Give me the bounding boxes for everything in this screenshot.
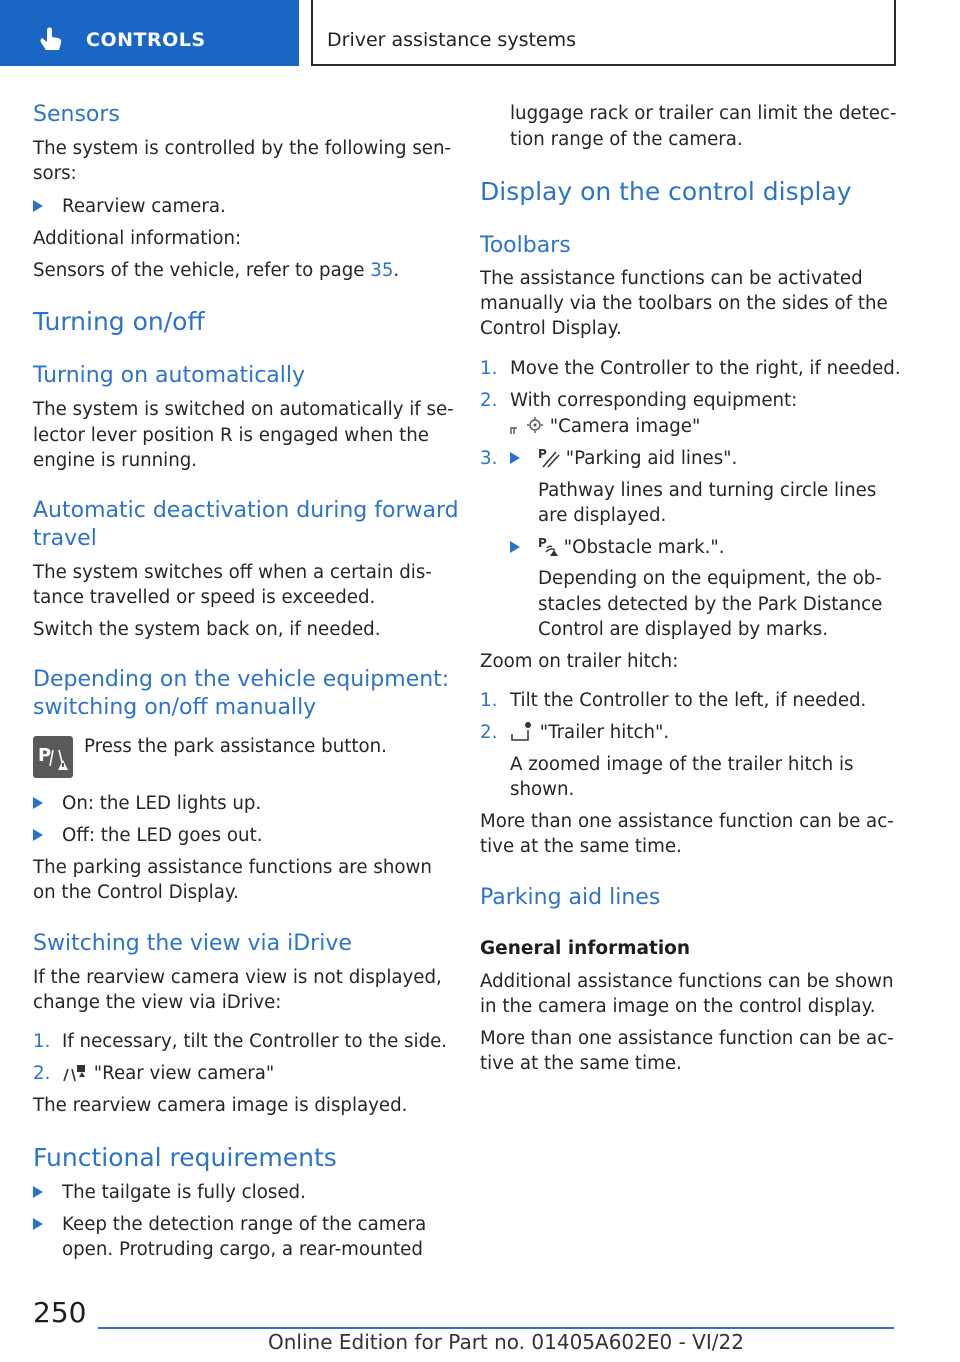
heading-toolbars: Toolbars <box>480 233 571 258</box>
bullet-text: Keep the detection range of the camera <box>62 1214 427 1235</box>
page-number: 250 <box>33 1296 87 1329</box>
paragraph-line: The system switches off when a certain dis‐ <box>33 562 432 583</box>
park-assist-button-icon <box>33 736 73 778</box>
obstacle-marking-icon <box>538 535 558 557</box>
section-title: CONTROLS <box>86 29 206 51</box>
heading-turning-on-off: Turning on/off <box>33 307 205 336</box>
step-number: 2. <box>33 1063 51 1084</box>
bullet-label: "Obstacle mark.". <box>558 537 725 558</box>
paragraph-line: If the rearview camera view is not displayed, <box>33 967 442 988</box>
paragraph-line: tive at the same time. <box>480 1053 682 1074</box>
step-number: 1. <box>480 690 498 711</box>
svg-text:P: P <box>538 536 547 550</box>
heading-general-information: General information <box>480 938 691 959</box>
bullet-text: On: the LED lights up. <box>62 793 262 814</box>
paragraph-line: lector lever position R is engaged when the <box>33 425 429 446</box>
heading-automatic-deactivation: Automatic deactivation during forward <box>33 498 459 523</box>
camera-image-icon <box>510 416 544 436</box>
step-text <box>510 414 700 440</box>
bullet-marker <box>510 541 520 553</box>
reference-punct: . <box>393 260 400 281</box>
heading-switching-view-idrive: Switching the view via iDrive <box>33 931 352 956</box>
bullet-text <box>538 446 737 472</box>
step-detail: A zoomed image of the trailer hitch is <box>510 754 854 775</box>
page-link[interactable]: 35 <box>370 260 394 281</box>
step-detail: shown. <box>510 779 575 800</box>
paragraph-line: Control Display. <box>480 318 622 339</box>
bullet-text: Rearview camera. <box>62 196 226 217</box>
rear-view-camera-icon <box>62 1063 88 1083</box>
paragraph-line: engine is running. <box>33 450 198 471</box>
bullet-marker <box>510 452 520 464</box>
bullet-detail: Depending on the equipment, the ob‐ <box>538 568 882 589</box>
parking-aid-lines-icon <box>538 446 560 468</box>
paragraph-line: The system is switched on automatically if se‐ <box>33 399 454 420</box>
heading-automatic-deactivation-cont: travel <box>33 526 97 551</box>
paragraph-line: change the view via iDrive: <box>33 992 282 1013</box>
section-tab <box>0 0 299 66</box>
paragraph-line: More than one assistance function can be ac‐ <box>480 1028 894 1049</box>
heading-turning-on-automatically: Turning on automatically <box>33 363 306 388</box>
step-number: 1. <box>480 358 498 379</box>
step-label: "Rear view camera" <box>88 1063 275 1084</box>
bullet-marker <box>33 797 43 809</box>
paragraph-line: manually via the toolbars on the sides of the <box>480 293 888 314</box>
svg-text:P: P <box>538 447 547 461</box>
trailer-hitch-icon <box>510 720 534 742</box>
chapter-header <box>311 0 896 66</box>
bullet-label: "Parking aid lines". <box>560 448 738 469</box>
bullet-text: tion range of the camera. <box>510 129 743 150</box>
svg-text:P: P <box>38 745 52 766</box>
paragraph-line: More than one assistance function can be ac‐ <box>480 811 894 832</box>
step-text <box>510 720 669 746</box>
heading-sensors: Sensors <box>33 102 120 127</box>
step-number: 1. <box>33 1031 51 1052</box>
bullet-marker <box>33 200 43 212</box>
step-text: Tilt the Controller to the left, if needed. <box>510 690 867 711</box>
bullet-text <box>538 535 725 561</box>
heading-display-on-control-display: Display on the control display <box>480 177 852 206</box>
paragraph-line: Additional information: <box>33 228 242 249</box>
chapter-title: Driver assistance systems <box>327 29 577 51</box>
paragraph-line: The parking assistance functions are shown <box>33 857 432 878</box>
paragraph-line: Zoom on trailer hitch: <box>480 651 679 672</box>
bullet-detail: stacles detected by the Park Distance <box>538 594 883 615</box>
step-text: If necessary, tilt the Controller to the side. <box>62 1031 448 1052</box>
bullet-detail: Pathway lines and turning circle lines <box>538 480 877 501</box>
hand-pointer-icon <box>36 24 66 54</box>
bullet-marker <box>33 1186 43 1198</box>
bullet-marker <box>33 1218 43 1230</box>
paragraph-line: tive at the same time. <box>480 836 682 857</box>
bullet-detail: Control are displayed by marks. <box>538 619 829 640</box>
step-label: "Trailer hitch". <box>534 722 670 743</box>
paragraph-line: The rearview camera image is displayed. <box>33 1095 408 1116</box>
bullet-detail: are displayed. <box>538 505 667 526</box>
heading-parking-aid-lines: Parking aid lines <box>480 885 661 910</box>
reference-text: Sensors of the vehicle, refer to page <box>33 260 371 281</box>
bullet-text: The tailgate is fully closed. <box>62 1182 306 1203</box>
step-number: 2. <box>480 390 498 411</box>
paragraph-line: sors: <box>33 163 77 184</box>
step-label: "Camera image" <box>544 416 701 437</box>
paragraph-line: Additional assistance functions can be shown <box>480 971 894 992</box>
paragraph-line: on the Control Display. <box>33 882 239 903</box>
step-text: Move the Controller to the right, if needed. <box>510 358 901 379</box>
step-number: 2. <box>480 722 498 743</box>
bullet-text: open. Protruding cargo, a rear-mounted <box>62 1239 423 1260</box>
paragraph-line: The assistance functions can be activated <box>480 268 863 289</box>
paragraph-line: tance travelled or speed is exceeded. <box>33 587 376 608</box>
step-text <box>62 1061 274 1087</box>
bullet-marker <box>33 829 43 841</box>
paragraph-line: Press the park assistance button. <box>84 736 387 757</box>
bullet-text: luggage rack or trailer can limit the detec‐ <box>510 103 897 124</box>
step-text: With corresponding equipment: <box>510 390 798 411</box>
footer-edition: Online Edition for Part no. 01405A602E0 - VI/22 <box>268 1330 744 1354</box>
bullet-text: Off: the LED goes out. <box>62 825 263 846</box>
heading-functional-requirements: Functional requirements <box>33 1143 337 1172</box>
heading-switching-manually-cont: switching on/off manually <box>33 695 317 720</box>
paragraph-line: The system is controlled by the following sen‐ <box>33 138 452 159</box>
heading-switching-manually: Depending on the vehicle equipment: <box>33 667 450 692</box>
page-reference <box>33 258 399 284</box>
paragraph-line: Switch the system back on, if needed. <box>33 619 381 640</box>
step-number: 3. <box>480 448 498 469</box>
paragraph-line: in the camera image on the control display. <box>480 996 876 1017</box>
